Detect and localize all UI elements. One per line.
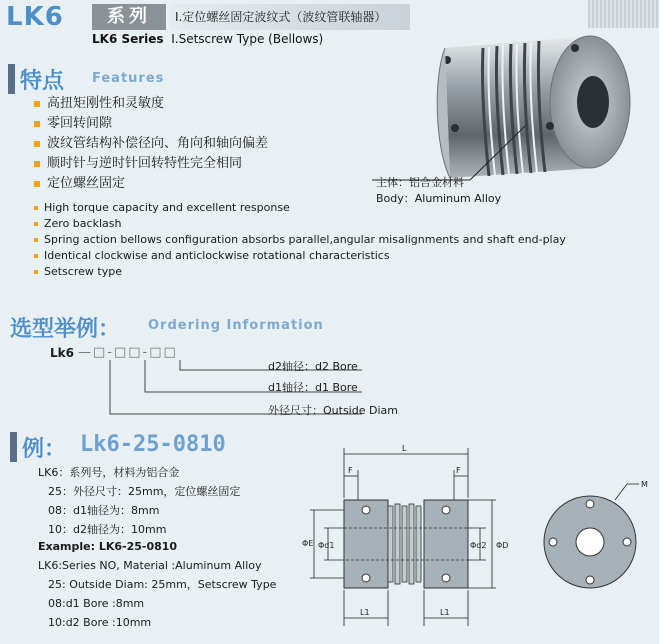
bullet-icon — [34, 206, 38, 210]
example-line-cn: LK6：系列号，材料为铝合金 — [38, 466, 180, 479]
feature-item-en: Spring action bellows configuration absorbs parallel,angular misalignments and shaft end-play — [34, 232, 566, 248]
feature-item-en: Identical clockwise and anticlockwise rotational characteristics — [34, 248, 566, 264]
series-badge: 系列 — [92, 4, 166, 30]
ordering-code: Lk6 — [50, 346, 74, 360]
dim-label-d2: Φd2 — [470, 541, 487, 550]
example-line-en: 25: Outside Diam: 25mm，Setscrew Type — [48, 578, 277, 591]
ordering-code-pattern: —□-□□-□□ — [78, 345, 178, 360]
feature-item-cn: 波纹管结构补偿径向、角向和轴向偏差 — [34, 134, 268, 154]
feature-item-en: Zero backlash — [34, 216, 566, 232]
body-material-en: Body：Aluminum Alloy — [376, 192, 502, 205]
example-line-en: LK6:Series NO, Material :Aluminum Alloy — [38, 559, 262, 572]
dim-label-L1-left: L1 — [360, 608, 370, 617]
bullet-icon — [34, 238, 38, 242]
dim-label-F-right: F — [456, 466, 461, 475]
ordering-title-en: Ordering Information — [148, 318, 324, 333]
ordering-label-d1: d1轴径：d1 Bore — [268, 381, 358, 394]
dim-label-D: ΦD — [496, 541, 509, 550]
example-line-cn: 25：外径尺寸：25mm，定位螺丝固定 — [48, 485, 241, 498]
example-line-cn: 08：d1轴径为：8mm — [48, 504, 160, 517]
bullet-icon — [34, 270, 38, 274]
feature-item-en: High torque capacity and excellent response — [34, 200, 566, 216]
feature-item-cn: 零回转间隙 — [34, 114, 268, 134]
features-title-en: Features — [92, 71, 165, 86]
bullet-icon — [34, 181, 40, 187]
series-en-bold: LK6 Series — [92, 32, 164, 46]
feature-item-en: Setscrew type — [34, 264, 566, 280]
example-list-cn — [38, 463, 240, 539]
technical-drawing-side — [300, 440, 520, 640]
features-bar — [8, 64, 15, 94]
feature-item-cn: 定位螺丝固定 — [34, 174, 268, 194]
header-title-en — [92, 32, 323, 46]
dim-label-L: L — [402, 444, 407, 453]
ordering-label-diam: 外径尺寸：Outside Diam — [268, 404, 398, 417]
bullet-icon — [34, 161, 40, 167]
bullet-icon — [34, 121, 40, 127]
series-en: I.Setscrew Type (Bellows) — [171, 32, 324, 46]
example-line-en: 10:d2 Bore :10mm — [48, 616, 152, 629]
example-line-en: 08:d1 Bore :8mm — [48, 597, 145, 610]
feature-item-cn: 顺时针与逆时针回转特性完全相同 — [34, 154, 268, 174]
body-material-cn: 主体：铝合金材料 — [376, 176, 464, 189]
bullet-icon — [34, 222, 38, 226]
ordering-title-cn: 选型举例： — [10, 317, 121, 342]
dim-label-L1-right: L1 — [440, 608, 450, 617]
bullet-icon — [34, 101, 40, 107]
bullet-icon — [34, 141, 40, 147]
features-list-cn — [34, 94, 268, 194]
example-title-cn: 例： — [22, 437, 67, 462]
feature-item-cn: 高扭矩刚性和灵敏度 — [34, 94, 268, 114]
example-list-en — [38, 556, 276, 632]
features-list-en — [34, 200, 566, 280]
ordering-label-d2: d2轴径：d2 Bore — [268, 360, 358, 373]
model-logo: LK6 — [6, 2, 64, 32]
example-line-cn: 10：d2轴径为：10mm — [48, 523, 167, 536]
technical-drawing-end — [535, 470, 657, 600]
example-heading-en: Example: LK6-25-0810 — [38, 540, 178, 553]
example-bar — [10, 432, 17, 462]
dim-label-F-left: F — [348, 466, 353, 475]
bullet-icon — [34, 254, 38, 258]
header-title-cn: I.定位螺丝固定波纹式（波纹管联轴器） — [175, 10, 387, 24]
dim-label-E: ΦE — [302, 539, 314, 548]
dim-label-d1: Φd1 — [318, 541, 335, 550]
features-title-cn: 特点 — [20, 69, 65, 94]
example-title-code: Lk6-25-0810 — [80, 432, 226, 457]
dim-label-M: M — [641, 480, 648, 489]
